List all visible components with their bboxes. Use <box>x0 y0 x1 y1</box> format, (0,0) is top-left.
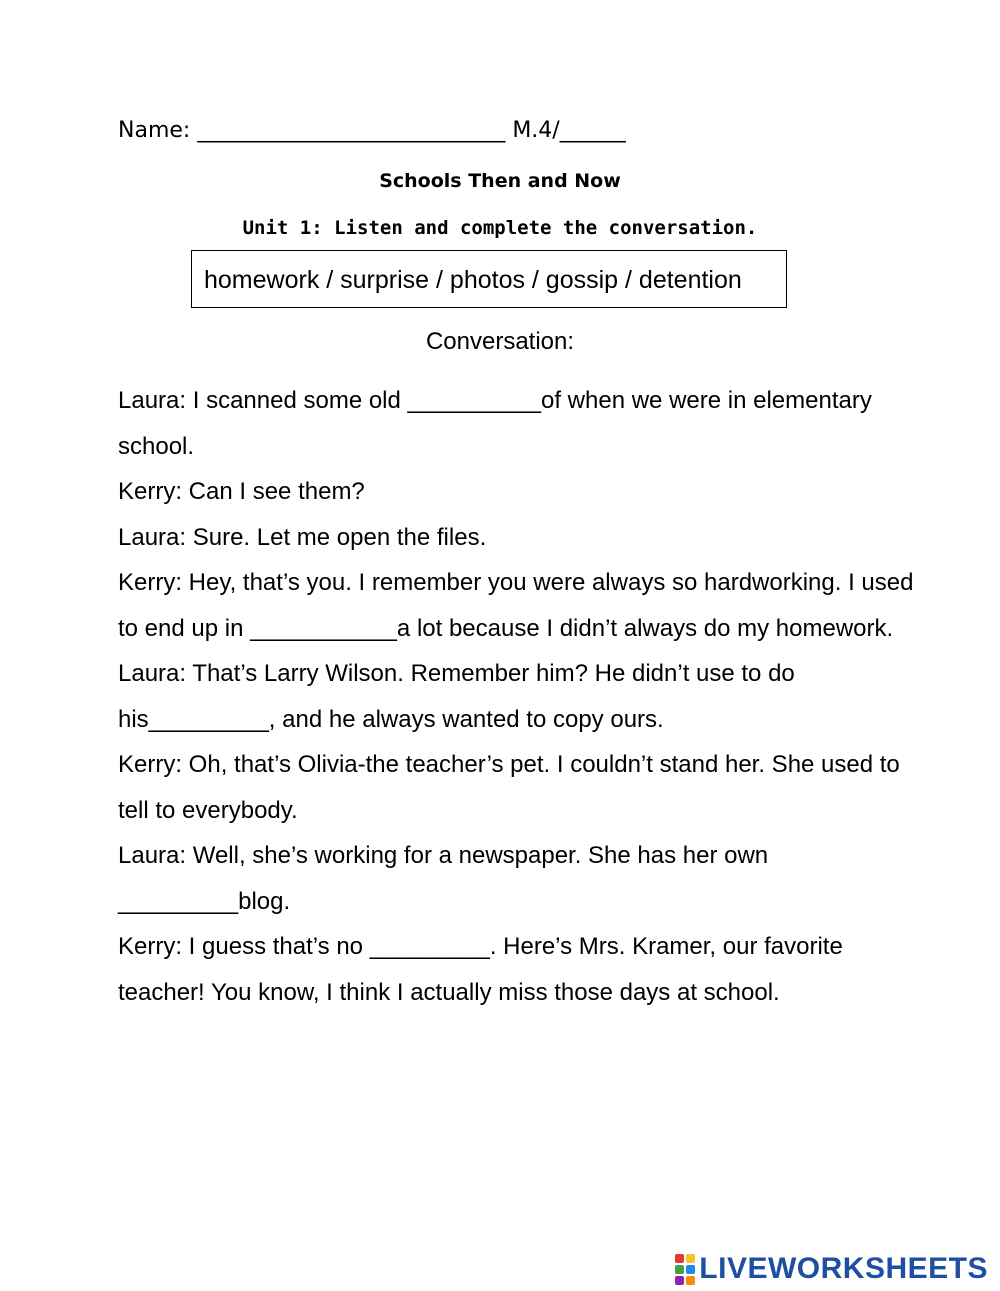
name-line <box>118 118 626 143</box>
speaker-label: Laura: <box>118 523 187 551</box>
conversation-line <box>118 378 918 469</box>
speaker-label: Laura: <box>118 842 187 869</box>
speaker-label: Kerry: <box>118 933 183 960</box>
speaker-label: Kerry: <box>118 569 183 596</box>
name-label: Name: <box>118 118 191 143</box>
logo-block <box>675 1254 684 1263</box>
logo-blocks-icon <box>675 1254 695 1285</box>
conversation-line <box>118 469 918 515</box>
speaker-label: Kerry <box>118 478 176 505</box>
line-text: I scanned some old __________of when we were in elementary school. <box>118 387 872 460</box>
logo-block <box>686 1265 695 1274</box>
conversation-heading: Conversation: <box>425 328 575 355</box>
line-text: Well, she’s working for a newspaper. She has her own _________blog. <box>118 842 769 915</box>
conversation-line <box>118 924 918 1015</box>
conversation-line <box>118 651 918 742</box>
speaker-label: Laura: <box>118 387 187 414</box>
line-text: I guess that’s no _________. Here’s Mrs. Kramer, our favorite teacher! You know, I think I actually miss those days at school. <box>118 933 843 1006</box>
conversation-line <box>118 742 918 833</box>
brand-text: LIVEWORKSHEETS <box>699 1252 988 1285</box>
line-text: Hey, that’s you. I remember you were always so hardworking. I used to end up in ___________a lot because I didn’t always do my homework. <box>118 569 914 642</box>
speaker-label: Laura: <box>118 660 187 687</box>
conversation-line <box>118 515 918 561</box>
worksheet-title: Schools Then and Now <box>379 170 621 192</box>
logo-block <box>675 1276 684 1285</box>
instruction: Unit 1: Listen and complete the conversation. <box>242 217 758 239</box>
name-blank: ____________________________ <box>197 118 506 143</box>
line-text: Sure. Let me open the files. <box>186 523 487 551</box>
word-bank: homework / surprise / photos / gossip / detention <box>191 250 787 308</box>
conversation <box>118 378 918 1015</box>
line-text: That’s Larry Wilson. Remember him? He didn’t use to do his_________, and he always wanted to copy ours. <box>118 660 795 733</box>
line-text: : Can I see them? <box>175 478 365 505</box>
conversation-line <box>118 560 918 651</box>
speaker-label: Kerry: <box>118 751 183 778</box>
liveworksheets-logo[interactable] <box>675 1252 988 1286</box>
class-label: M.4/______ <box>512 118 626 143</box>
logo-block <box>675 1265 684 1274</box>
logo-block <box>686 1254 695 1263</box>
line-text: Oh, that’s Olivia-the teacher’s pet. I couldn’t stand her. She used to tell to everybody. <box>118 751 900 824</box>
conversation-line <box>118 833 918 924</box>
logo-block <box>686 1276 695 1285</box>
